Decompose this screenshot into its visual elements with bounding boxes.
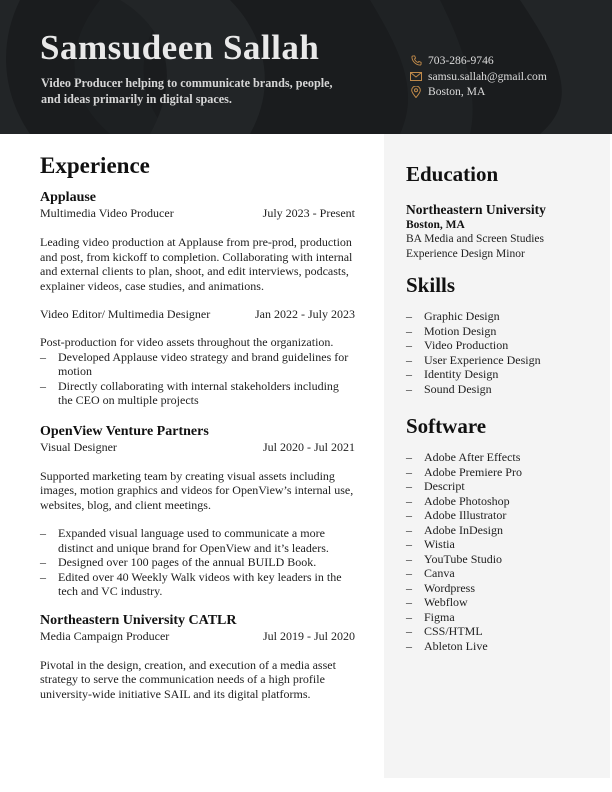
mail-icon <box>410 70 422 82</box>
software-item: – Canva <box>406 566 606 581</box>
location-text: Boston, MA <box>428 85 486 99</box>
bullet-item: – Directly collaborating with internal stakeholders including the CEO on multiple projects <box>40 379 355 408</box>
software-heading: Software <box>406 414 487 438</box>
contact-email <box>410 69 547 85</box>
sidebar <box>384 134 610 778</box>
role-row <box>40 629 355 644</box>
skill-item: – Video Production <box>406 338 606 353</box>
contact-info <box>410 53 547 100</box>
education-section <box>406 160 606 261</box>
location-pin-icon <box>410 86 422 98</box>
contact-phone <box>410 53 547 69</box>
role-dates: July 2023 - Present <box>262 206 355 220</box>
role-title: Video Editor/ Multimedia Designer <box>40 307 211 321</box>
software-section <box>406 412 606 653</box>
skills-heading: Skills <box>406 273 456 297</box>
bullet-item: – Developed Applause video strategy and brand guidelines for motion <box>40 350 355 379</box>
software-item: – CSS/HTML <box>406 624 606 639</box>
role-description: Supported marketing team by creating visual assets including images, motion graphics and videos for OpenView’s internal use, websites, blog, and client meetings. <box>40 468 354 512</box>
role-row <box>40 440 355 455</box>
role-title: Multimedia Video Producer <box>40 206 174 220</box>
skill-item: – Graphic Design <box>406 309 606 324</box>
role-row <box>40 307 355 322</box>
software-item: – Wistia <box>406 537 606 552</box>
software-item: – Wordpress <box>406 581 606 596</box>
role-title: Media Campaign Producer <box>40 628 170 643</box>
education-minor: Experience Design Minor <box>406 247 525 260</box>
role-bullets <box>40 350 355 408</box>
software-item: – Adobe InDesign <box>406 523 606 538</box>
software-item: – Adobe After Effects <box>406 450 606 465</box>
bullet-item: – Expanded visual language used to communicate a more distinct and unique brand for OpenView and it’s leaders. <box>40 526 355 555</box>
software-item: – Figma <box>406 610 606 625</box>
role-description: Post-production for video assets throughout the organization. <box>40 335 334 349</box>
company-name: Northeastern University CATLR <box>40 612 237 628</box>
software-item: – Webflow <box>406 595 606 610</box>
skill-item: – User Experience Design <box>406 353 606 368</box>
software-item: – Ableton Live <box>406 639 606 654</box>
company-name: OpenView Venture Partners <box>40 423 209 439</box>
bullet-item: – Edited over 40 Weekly Walk videos with key leaders in the tech and VC industry. <box>40 570 355 599</box>
role-title: Visual Designer <box>40 439 117 454</box>
skill-item: – Motion Design <box>406 324 606 339</box>
skills-section <box>406 271 606 396</box>
job-northeastern-catlr <box>40 613 355 702</box>
contact-location <box>410 84 547 100</box>
role-description: Pivotal in the design, creation, and execution of a media asset strategy to serve the communication needs of a high profile university-wide initiative SAIL and its digital platforms. <box>40 657 336 701</box>
skills-list <box>406 309 606 396</box>
software-item: – Adobe Premiere Pro <box>406 465 606 480</box>
job-applause <box>40 190 355 408</box>
experience-heading: Experience <box>40 153 150 178</box>
education-school: Northeastern University <box>406 202 546 217</box>
role-dates: Jan 2022 - July 2023 <box>255 307 355 321</box>
role-bullets <box>40 526 355 599</box>
software-list <box>406 450 606 653</box>
role-description: Leading video production at Applause from pre-prod, production and post, from kickoff to completion. Collaborating with internal and external clients to plan, shoot, and edit interviews, podcasts, explainer videos, case studies, and animations. <box>40 235 353 293</box>
skill-item: – Sound Design <box>406 382 606 397</box>
software-item: – Descript <box>406 479 606 494</box>
software-item: – Adobe Photoshop <box>406 494 606 509</box>
phone-icon <box>410 55 422 67</box>
phone-number[interactable]: 703-286-9746 <box>428 54 494 68</box>
education-heading: Education <box>406 162 499 186</box>
education-degree: BA Media and Screen Studies <box>406 233 544 245</box>
software-item: – YouTube Studio <box>406 552 606 567</box>
role-row <box>40 206 355 221</box>
experience-section <box>40 150 355 701</box>
role-dates: Jul 2019 - Jul 2020 <box>262 628 355 643</box>
software-item: – Adobe Illustrator <box>406 508 606 523</box>
email-address[interactable]: samsu.sallah@gmail.com <box>428 69 547 83</box>
candidate-name: Samsudeen Sallah <box>40 28 320 67</box>
candidate-tagline: Video Producer helping to communicate brands, people, and ideas primarily in digital spaces. <box>41 76 333 106</box>
company-name: Applause <box>40 190 97 205</box>
sidebar-content <box>406 160 606 653</box>
role-dates: Jul 2020 - Jul 2021 <box>262 439 355 454</box>
education-location: Boston, MA <box>406 219 465 231</box>
bullet-item: – Designed over 100 pages of the annual BUILD Book. <box>40 555 355 570</box>
resume-header <box>0 0 612 134</box>
job-openview <box>40 424 355 599</box>
skill-item: – Identity Design <box>406 367 606 382</box>
